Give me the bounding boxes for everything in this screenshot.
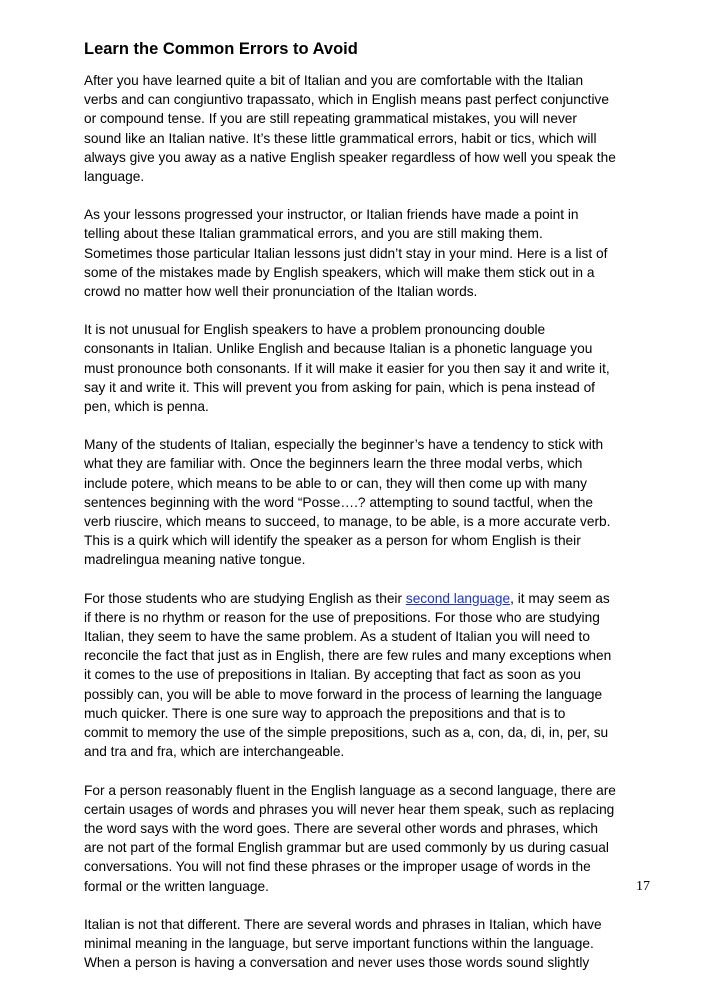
page-title: Learn the Common Errors to Avoid <box>84 40 358 58</box>
text-line: reconcile the fact that just as in English, there are few rules and many exceptions when <box>84 648 612 664</box>
text-line: After you have learned quite a bit of Italian and you are comfortable with the Italian <box>84 73 584 88</box>
text-line: consonants in Italian. Unlike English and because Italian is a phonetic language you <box>84 341 593 357</box>
text-line: Italian is not that different. There are several words and phrases in Italian, which have <box>84 916 602 932</box>
text-line: language. <box>84 169 145 185</box>
text-line: For a person reasonably fluent in the English language as a second language, there are <box>84 782 616 798</box>
text-line: certain usages of words and phrases you will never hear them speak, such as replacing <box>84 801 615 817</box>
document-page <box>84 38 644 991</box>
text-line: conversations. You will not find these phrases or the improper usage of words in the <box>84 859 591 875</box>
text-line: or compound tense. If you are still repeating grammatical mistakes, you will never <box>84 111 577 127</box>
text-line: some of the mistakes made by English speakers, which will make them stick out in a <box>84 264 595 280</box>
text-line: sound like an Italian native. It’s these little grammatical errors, habit or tics, which will <box>84 130 597 146</box>
paragraph-5 <box>84 589 644 762</box>
text-line: and tra and fra, which are interchangeable. <box>84 744 345 760</box>
paragraph-3 <box>84 320 644 416</box>
text-line: sentences beginning with the word “Posse….? attempting to sound tactful, when the <box>84 494 594 510</box>
paragraph-2 <box>84 205 644 301</box>
text-line: It is not unusual for English speakers to have a problem pronouncing double <box>84 322 546 338</box>
text-line: This is a quirk which will identify the speaker as a person for whom English is their <box>84 533 581 549</box>
text-line: verb riuscire, which means to succeed, to manage, to be able, is a more accurate verb. <box>84 514 611 530</box>
text-line: must pronounce both consonants. If it will make it easier for you then say it and write it, <box>84 360 610 376</box>
text-line: always give you away as a native English speaker regardless of how well you speak the <box>84 149 616 165</box>
text-line: When a person is having a conversation and never uses those words sound slightly <box>84 955 590 971</box>
page-number: 17 <box>636 879 650 894</box>
paragraph-4 <box>84 435 644 569</box>
text-line: madrelingua meaning native tongue. <box>84 552 306 568</box>
text-line: formal or the written language. <box>84 878 269 894</box>
text-line: commit to memory the use of the simple prepositions, such as a, con, da, di, in, per, su <box>84 725 609 741</box>
paragraph-7 <box>84 915 644 973</box>
text-line: verbs and can congiuntivo trapassato, which in English means past perfect conjunctive <box>84 92 609 108</box>
text-line: it comes to the use of prepositions in Italian. By accepting that fact as soon as you <box>84 667 581 683</box>
text-line: if there is no rhythm or reason for the use of prepositions. For those who are studying <box>84 609 600 625</box>
text-fragment: For those students who are studying English as their <box>84 590 406 606</box>
text-line: much quicker. There is one sure way to approach the prepositions and that is to <box>84 705 566 721</box>
text-line: pen, which is penna. <box>84 399 209 415</box>
text-line: minimal meaning in the language, but serve important functions within the language. <box>84 935 594 951</box>
text-line: Sometimes those particular Italian lessons just didn’t stay in your mind. Here is a list of <box>84 245 608 261</box>
text-line: what they are familiar with. Once the beginners learn the three modal verbs, which <box>84 456 583 472</box>
text-line: Many of the students of Italian, especially the beginner’s have a tendency to stick with <box>84 437 604 453</box>
text-line: crowd no matter how well their pronunciation of the Italian words. <box>84 284 478 300</box>
text-line: Italian, they seem to have the same problem. As a student of Italian you will need to <box>84 629 590 645</box>
text-line: the word says with the word goes. There are several other words and phrases, which <box>84 820 599 836</box>
text-fragment: , it may seem as <box>510 590 610 606</box>
text-line: say it and write it. This will prevent you from asking for pain, which is pena instead of <box>84 379 595 395</box>
text-line: telling about these Italian grammatical errors, and you are still making them. <box>84 226 543 242</box>
text-line: possibly can, you will be able to move forward in the process of learning the language <box>84 686 603 702</box>
paragraph-6 <box>84 781 644 896</box>
paragraph-1 <box>84 71 644 186</box>
text-line: are not part of the formal English grammar but are used commonly by us during casual <box>84 840 609 856</box>
text-line: include potere, which means to be able to or can, they will then come up with many <box>84 475 587 491</box>
text-line-with-link <box>84 589 644 608</box>
second-language-link[interactable]: second language <box>405 590 511 606</box>
text-line: As your lessons progressed your instructor, or Italian friends have made a point in <box>84 207 579 223</box>
